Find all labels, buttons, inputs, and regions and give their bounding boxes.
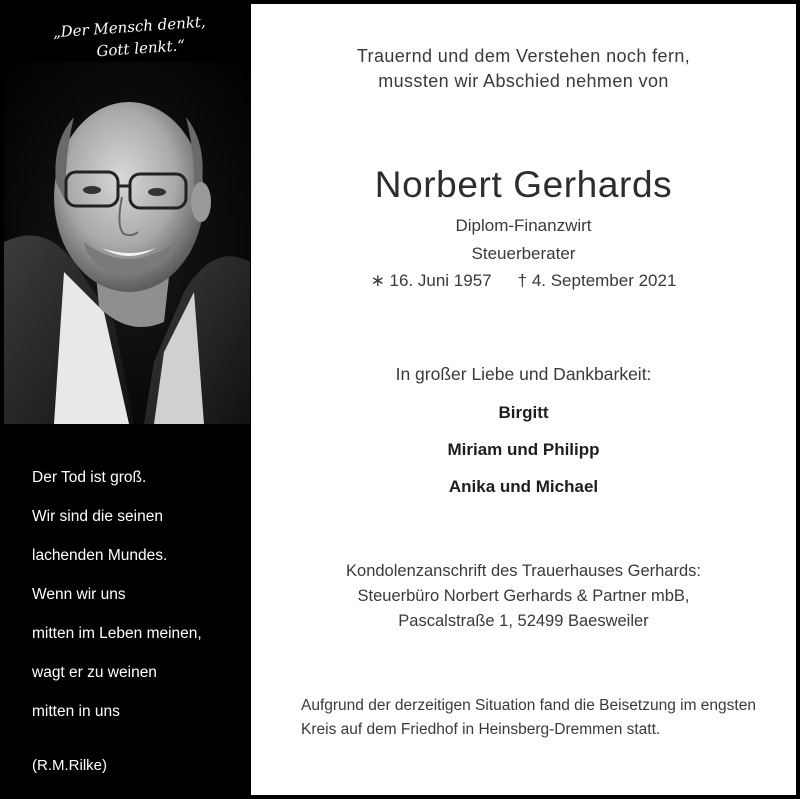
poem-author: (R.M.Rilke) — [32, 757, 107, 774]
poem — [32, 467, 242, 740]
life-dates — [251, 271, 796, 291]
portrait-photo — [4, 62, 250, 424]
motto-line-2: Gott lenkt.“ — [95, 36, 186, 61]
dedication-line: In großer Liebe und Dankbarkeit: — [395, 364, 652, 384]
professional-title: Diplom-Finanzwirt — [455, 216, 592, 235]
poem-line: mitten in uns — [32, 703, 120, 720]
intro-line-2: mussten wir Abschied nehmen von — [378, 71, 669, 91]
condolence-line-2: Steuerbüro Norbert Gerhards & Partner mbB, — [357, 587, 690, 605]
poem-line: Wenn wir uns — [32, 586, 126, 603]
burial-notice: Aufgrund der derzeitigen Situation fand die Beisetzung im engsten Kreis auf dem Friedhof in Heinsberg-Dremmen statt. — [301, 697, 756, 738]
deceased-name: Norbert Gerhards — [374, 164, 673, 205]
death-date: † 4. September 2021 — [517, 271, 677, 290]
poem-line: mitten im Leben meinen, — [32, 625, 202, 642]
birth-date: ∗ 16. Juni 1957 — [370, 271, 492, 290]
poem-line: lachenden Mundes. — [32, 547, 168, 564]
announcement-panel — [251, 4, 796, 795]
professional-title-2: Steuerberater — [471, 244, 576, 263]
condolence-line-3: Pascalstraße 1, 52499 Baesweiler — [398, 612, 649, 630]
poem-line: Wir sind die seinen — [32, 508, 163, 525]
condolence-line-1: Kondolenzanschrift des Trauerhauses Gerhards: — [346, 562, 701, 580]
poem-line: Der Tod ist groß. — [32, 469, 147, 486]
family-member: Anika und Michael — [448, 477, 599, 496]
poem-line: wagt er zu weinen — [32, 664, 157, 681]
family-member: Miriam und Philipp — [447, 440, 600, 459]
condolence-address — [251, 559, 796, 634]
motto-line-1: „Der Mensch denkt, — [52, 12, 207, 42]
intro-text — [251, 44, 796, 94]
intro-line-1: Trauernd und dem Verstehen noch fern, — [356, 46, 691, 66]
family-member: Birgitt — [498, 403, 549, 422]
